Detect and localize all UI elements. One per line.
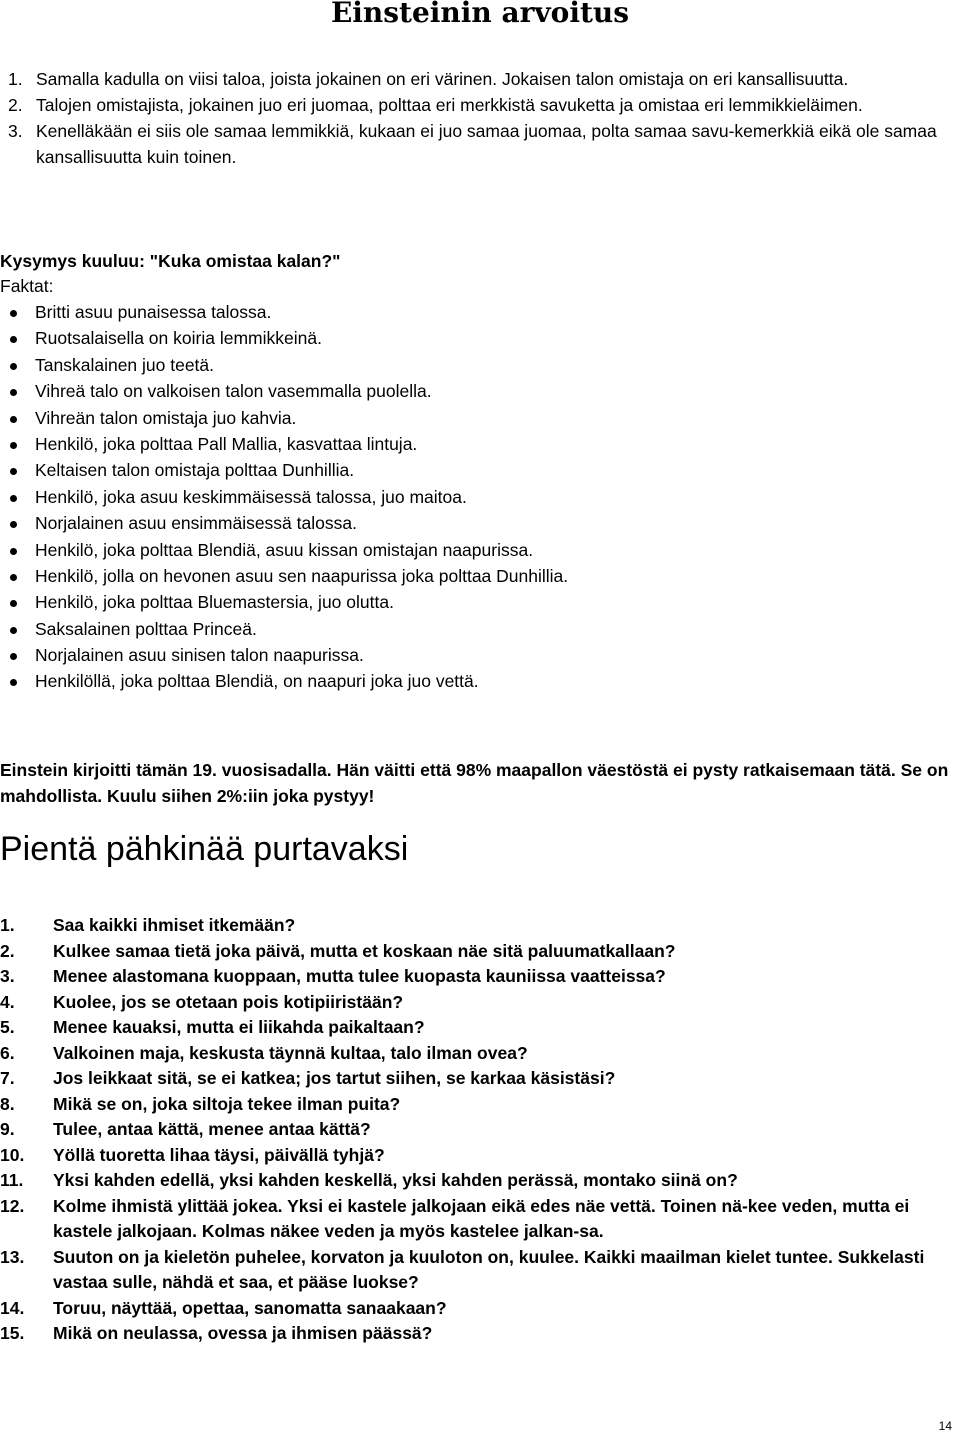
fact-text: Britti asuu punaisessa talossa. [35, 302, 272, 322]
riddle-number: 10. [0, 1144, 25, 1165]
riddle-number: 9. [0, 1119, 15, 1139]
fact-item [0, 484, 960, 510]
riddle-item [0, 964, 960, 990]
riddle-number: 14. [0, 1297, 25, 1318]
fact-item [0, 405, 960, 431]
riddle-text: Saa kaikki ihmiset itkemään? [53, 915, 296, 935]
bullet-icon [10, 468, 17, 475]
rules-list [0, 66, 960, 170]
bullet-icon [10, 336, 17, 343]
fact-item [0, 537, 960, 563]
rule-number: 3. [8, 121, 23, 141]
riddle-number: 4. [0, 991, 15, 1012]
riddle-number: 6. [0, 1042, 15, 1063]
riddle-item [0, 990, 960, 1016]
fact-text: Vihreä talo on valkoisen talon vasemmalla puolella. [35, 381, 432, 402]
riddle-text: Menee kauaksi, mutta ei liikahda paikaltaan? [53, 1017, 425, 1037]
riddle-item [0, 1117, 960, 1143]
riddle-item [0, 1168, 960, 1194]
bullet-icon [10, 521, 17, 528]
riddle-item [0, 1321, 960, 1347]
riddle-number: 12. [0, 1195, 25, 1216]
riddle-text: Tulee, antaa kättä, menee antaa kättä? [53, 1119, 371, 1139]
einstein-note: Einstein kirjoitti tämän 19. vuosisadalla. Hän väitti että 98% maapallon väestöstä ei pysty ratkaisemaan tätä. Se on mahdollista. Kuulu siihen 2%:iin joka pystyy! [0, 760, 949, 806]
rule-item [0, 118, 960, 170]
fact-text: Henkilö, joka asuu keskimmäisessä talossa, juo maitoa. [35, 486, 467, 507]
riddle-number: 7. [0, 1068, 15, 1088]
riddle-text: Suuton on ja kieletön puhelee, korvaton ja kuuloton on, kuulee. Kaikki maailman kielet tuntee. Sukkelasti vastaa sulle, nähdä et saa, et pääse luokse? [53, 1246, 925, 1292]
riddle-item [0, 1296, 960, 1322]
fact-item [0, 589, 960, 615]
fact-item [0, 325, 960, 351]
fact-item [0, 378, 960, 404]
bullet-icon [10, 627, 17, 634]
fact-text: Henkilö, joka polttaa Blendiä, asuu kissan omistajan naapurissa. [35, 539, 534, 560]
riddle-item [0, 1245, 960, 1296]
fact-item [0, 431, 960, 457]
rule-text: Talojen omistajista, jokainen juo eri juomaa, polttaa eri merkkistä savuketta ja omistaa eri lemmikkieläimen. [36, 95, 863, 115]
rule-text: Kenelläkään ei siis ole samaa lemmikkiä, kukaan ei juo samaa juomaa, polta samaa savu-kemerkkiä eikä ole samaa kansallisuutta kuin toinen. [36, 121, 937, 167]
rule-item [0, 66, 960, 92]
fact-text: Henkilö, jolla on hevonen asuu sen naapurissa joka polttaa Dunhillia. [35, 565, 569, 586]
riddle-item [0, 1194, 960, 1245]
riddle-text: Yöllä tuoretta lihaa täysi, päivällä tyhjä? [53, 1144, 385, 1165]
riddle-number: 2. [0, 940, 15, 961]
riddle-text: Kulkee samaa tietä joka päivä, mutta et koskaan näe sitä paluumatkallaan? [53, 940, 676, 961]
rule-text: Samalla kadulla on viisi taloa, joista jokainen on eri värinen. Jokaisen talon omistaja on eri kansallisuutta. [36, 69, 849, 89]
riddle-text: Valkoinen maja, keskusta täynnä kultaa, talo ilman ovea? [53, 1042, 528, 1063]
fact-text: Tanskalainen juo teetä. [35, 354, 215, 375]
bullet-icon [10, 548, 17, 555]
riddle-number: 11. [0, 1170, 24, 1190]
fact-text: Henkilö, joka polttaa Bluemastersia, juo olutta. [35, 592, 394, 613]
bullet-icon [10, 416, 17, 423]
riddle-text: Yksi kahden edellä, yksi kahden keskellä, yksi kahden perässä, montako siinä on? [53, 1170, 738, 1190]
fact-text: Ruotsalaisella on koiria lemmikkeinä. [35, 328, 322, 349]
facts-label: Faktat: [0, 276, 54, 296]
riddle-item [0, 913, 960, 939]
bullet-icon [10, 310, 17, 317]
fact-item [0, 510, 960, 536]
riddle-item [0, 1015, 960, 1041]
fact-item [0, 352, 960, 378]
fact-text: Saksalainen polttaa Princeä. [35, 618, 257, 639]
riddle-number: 5. [0, 1017, 15, 1037]
fact-text: Henkilö, joka polttaa Pall Mallia, kasvattaa lintuja. [35, 433, 418, 454]
riddle-text: Mikä se on, joka siltoja tekee ilman puita? [53, 1093, 401, 1114]
page-title: Einsteinin arvoitus [330, 0, 630, 29]
bullet-icon [10, 653, 17, 660]
riddle-text: Toruu, näyttää, opettaa, sanomatta sanaakaan? [53, 1297, 447, 1318]
fact-text: Vihreän talon omistaja juo kahvia. [35, 407, 297, 428]
riddle-text: Menee alastomana kuoppaan, mutta tulee kuopasta kauniissa vaatteissa? [53, 966, 666, 986]
riddle-text: Jos leikkaat sitä, se ei katkea; jos tartut siihen, se karkaa käsistäsi? [53, 1068, 616, 1088]
riddle-number: 8. [0, 1093, 15, 1114]
bullet-icon [10, 389, 17, 396]
fact-item [0, 668, 960, 694]
riddle-number: 15. [0, 1323, 25, 1343]
riddle-text: Mikä on neulassa, ovessa ja ihmisen päässä? [53, 1323, 433, 1343]
fact-item [0, 299, 960, 325]
riddle-item [0, 1041, 960, 1067]
page-number: 14 [938, 1419, 952, 1433]
riddle-text: Kuolee, jos se otetaan pois kotipiiristään? [53, 991, 404, 1012]
bullet-icon [10, 679, 17, 686]
riddle-number: 13. [0, 1246, 25, 1267]
riddle-item [0, 1143, 960, 1169]
fact-item [0, 563, 960, 589]
bullet-icon [10, 574, 17, 581]
bullet-icon [10, 600, 17, 607]
fact-text: Henkilöllä, joka polttaa Blendiä, on naapuri joka juo vettä. [35, 671, 479, 692]
riddle-item [0, 939, 960, 965]
fact-item [0, 616, 960, 642]
riddle-item [0, 1092, 960, 1118]
facts-list [0, 299, 960, 695]
riddle-number: 1. [0, 915, 15, 935]
rule-number: 2. [8, 95, 23, 115]
bullet-icon [10, 495, 17, 502]
bullet-icon [10, 442, 17, 449]
rule-item [0, 92, 960, 118]
rule-number: 1. [8, 69, 23, 89]
riddles-list [0, 913, 960, 1347]
fact-item [0, 457, 960, 483]
riddle-item [0, 1066, 960, 1092]
riddle-number: 3. [0, 966, 15, 986]
section-title: Pientä pähkinää purtavaksi [0, 830, 409, 868]
fact-text: Keltaisen talon omistaja polttaa Dunhillia. [35, 460, 355, 481]
fact-text: Norjalainen asuu ensimmäisessä talossa. [35, 513, 357, 534]
question-heading: Kysymys kuuluu: "Kuka omistaa kalan?" [0, 251, 341, 271]
bullet-icon [10, 363, 17, 370]
fact-text: Norjalainen asuu sinisen talon naapurissa. [35, 645, 364, 666]
fact-item [0, 642, 960, 668]
riddle-text: Kolme ihmistä ylittää jokea. Yksi ei kastele jalkojaan eikä edes näe vettä. Toinen nä-kee veden, mutta ei kastele jalkojaan. Kolmas näkee veden ja myös kastelee jalkan-sa. [53, 1195, 910, 1241]
